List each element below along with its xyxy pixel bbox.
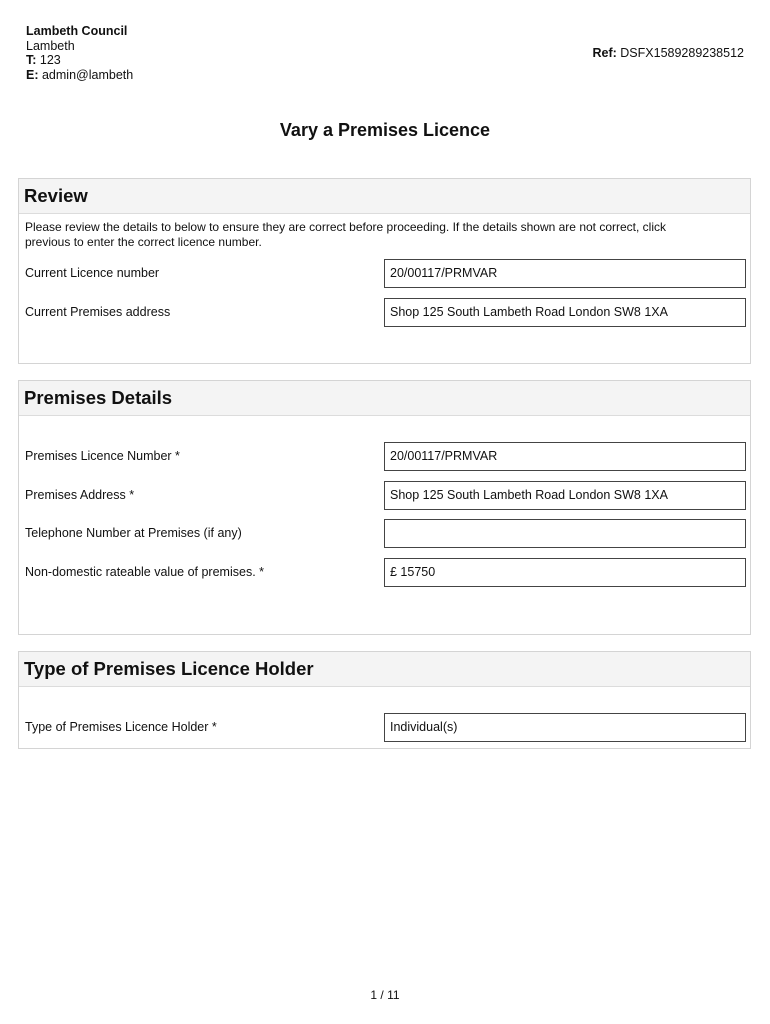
organisation-name: Lambeth Council [26,24,128,38]
reference-label: Ref: [592,46,617,60]
premises-licence-number-value: 20/00117/PRMVAR [384,442,746,471]
field-row [19,519,750,548]
licence-holder-section [18,651,751,749]
page-indicator: 1 / 11 [370,988,400,1002]
organisation-block [26,24,133,82]
reference [592,46,744,60]
email-value: admin@lambeth [41,67,134,82]
review-section [18,178,751,364]
licence-holder-type-label: Type of Premises Licence Holder * [25,720,217,734]
licence-holder-type-value: Individual(s) [384,713,746,742]
rateable-value-label: Non-domestic rateable value of premises. * [25,565,265,579]
current-licence-number-value: 20/00117/PRMVAR [384,259,746,288]
premises-licence-number-label: Premises Licence Number * [25,449,180,463]
premises-telephone-label: Telephone Number at Premises (if any) [25,526,242,540]
current-premises-address-label: Current Premises address [25,305,171,319]
reference-value: DSFX1589289238512 [620,46,744,60]
review-heading: Review [19,179,750,214]
organisation-phone [26,53,133,68]
field-row [19,713,750,742]
field-row [19,558,750,587]
review-intro-line-1: Please review the details to below to ensure they are correct before proceeding. If the details shown are not correct, click [25,220,667,234]
field-row [19,259,750,288]
rateable-value-value: £ 15750 [384,558,746,587]
field-row [19,298,750,327]
phone-label: T: [26,53,37,67]
premises-address-label: Premises Address * [25,488,135,502]
email-label: E: [26,67,39,82]
premises-details-section [18,380,751,635]
organisation-area: Lambeth [26,38,75,53]
review-intro [25,220,725,250]
premises-address-value: Shop 125 South Lambeth Road London SW8 1XA [384,481,746,510]
document-title: Vary a Premises Licence [279,120,491,140]
field-row [19,442,750,471]
review-intro-line-2: previous to enter the correct licence number. [25,235,262,249]
phone-value: 123 [39,53,61,67]
premises-telephone-value [384,519,746,548]
licence-holder-heading: Type of Premises Licence Holder [19,652,750,687]
field-row [19,481,750,510]
current-premises-address-value: Shop 125 South Lambeth Road London SW8 1XA [384,298,746,327]
current-licence-number-label: Current Licence number [25,266,160,280]
premises-details-heading: Premises Details [19,381,750,416]
organisation-email [26,68,133,83]
